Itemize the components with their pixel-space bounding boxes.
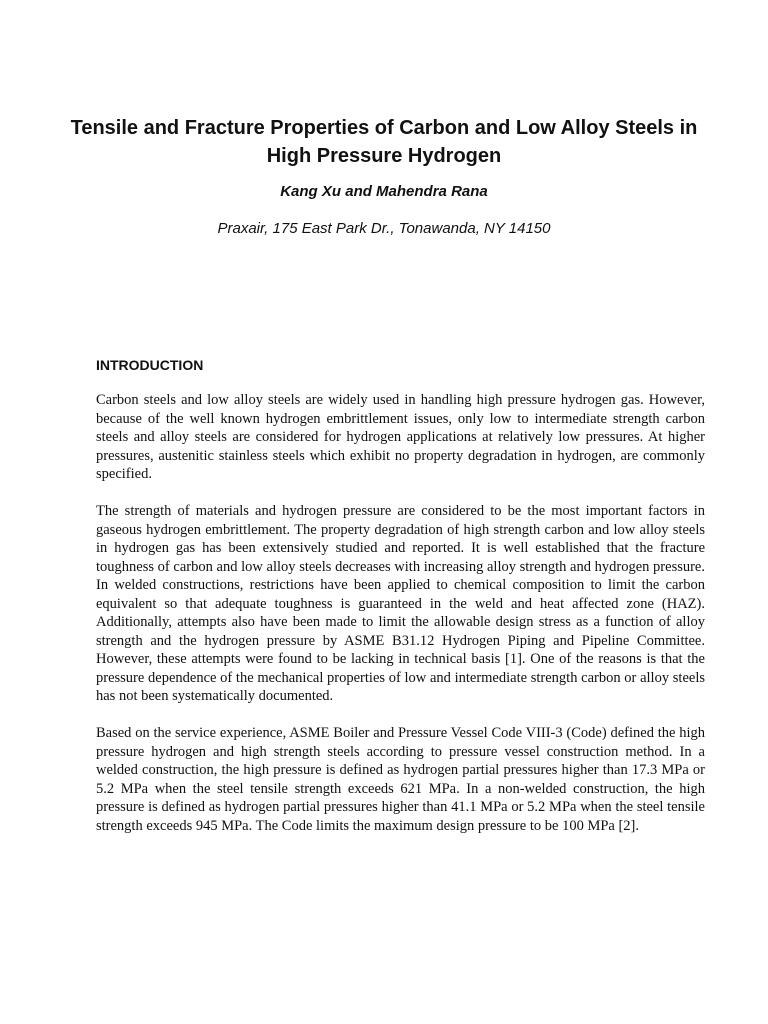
paragraph-2: The strength of materials and hydrogen pressure are considered to be the most important factors in gaseous hydrogen embrittlement. The property degradation of high strength carbon and low alloy steels in hydrogen gas has been extensively studied and reported. It is well established that the fracture toughness of carbon and low alloy steels decreases with increasing alloy strength and hydrogen pressure. In welded constructions, restrictions have been applied to chemical composition to limit the carbon equivalent so that adequate toughness is guaranteed in the weld and heat affected zone (HAZ). Additionally, attempts also have been made to limit the allowable design stress as a function of alloy strength and the hydrogen pressure by ASME B31.12 Hydrogen Piping and Pipeline Committee. However, these attempts were found to be lacking in technical basis [1]. One of the reasons is that the pressure dependence of the mechanical properties of low and intermediate strength carbon or alloy steels has not been systematically documented.: [96, 503, 705, 704]
section-heading-introduction: INTRODUCTION: [96, 357, 204, 373]
author-names: Kang Xu and Mahendra Rana: [280, 183, 488, 200]
paragraph-3: Based on the service experience, ASME Boiler and Pressure Vessel Code VIII-3 (Code) defined the high pressure hydrogen and high strength steels according to pressure vessel construction method. In a welded construction, the high pressure is defined as hydrogen partial pressures higher than 17.3 MPa or 5.2 MPa when the steel tensile strength exceeds 621 MPa. In a non-welded construction, the high pressure is defined as hydrogen partial pressures higher than 41.1 MPa or 5.2 MPa when the steel tensile strength exceeds 945 MPa. The Code limits the maximum design pressure to be 100 MPa [2].: [96, 725, 705, 834]
introduction-body: [96, 391, 705, 854]
paper-title: Tensile and Fracture Properties of Carbon and Low Alloy Steels in High Pressure Hydrogen: [70, 117, 698, 167]
paragraph-1: Carbon steels and low alloy steels are widely used in handling high pressure hydrogen gas. However, because of the well known hydrogen embrittlement issues, only low to intermediate strength carbon steels and alloy steels are considered for hydrogen applications at relatively low pressures. At higher pressures, austenitic stainless steels which exhibit no property degradation in hydrogen, are commonly specified.: [96, 392, 705, 482]
author-affiliation: Praxair, 175 East Park Dr., Tonawanda, NY 14150: [217, 220, 551, 237]
